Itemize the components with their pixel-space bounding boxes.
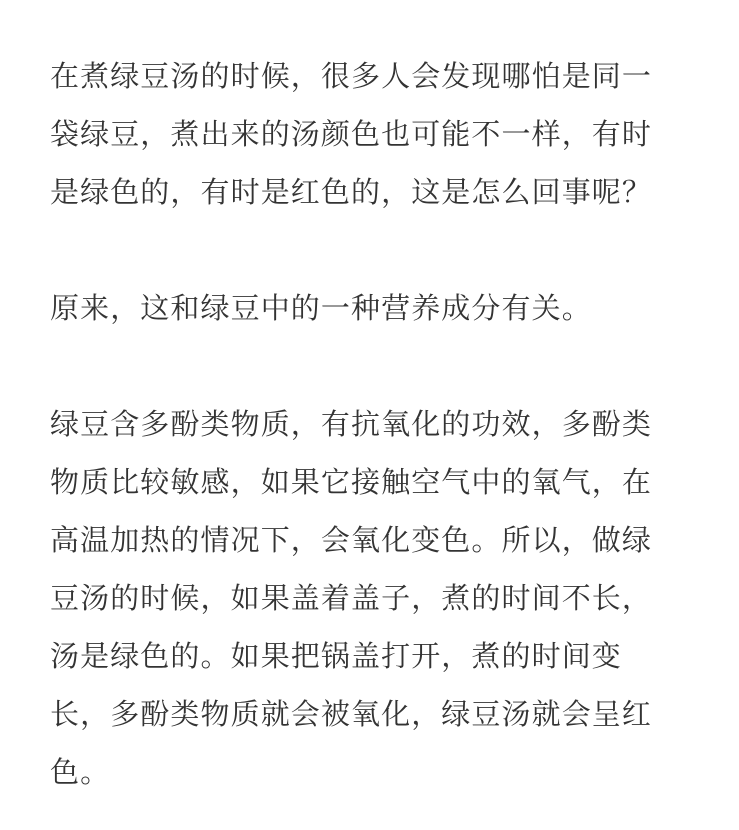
text-line: 汤是绿色的。如果把锅盖打开，煮的时间变 [50, 639, 622, 673]
text-line: 原来，这和绿豆中的一种营养成分有关。 [50, 291, 592, 325]
text-line: 在煮绿豆汤的时候，很多人会发现哪怕是同一 [50, 59, 653, 93]
text-line: 色。 [50, 755, 111, 789]
text-line: 袋绿豆，煮出来的汤颜色也可能不一样，有时 [50, 117, 653, 151]
paragraph-3 [50, 395, 710, 801]
text-line: 绿豆含多酚类物质，有抗氧化的功效，多酚类 [50, 407, 653, 441]
text-line: 豆汤的时候，如果盖着盖子，煮的时间不长， [50, 581, 653, 615]
paragraph-1 [50, 47, 710, 221]
text-line: 物质比较敏感，如果它接触空气中的氧气，在 [50, 465, 653, 499]
text-line: 长，多酚类物质就会被氧化，绿豆汤就会呈红 [50, 697, 653, 731]
paragraph-2 [50, 279, 710, 337]
text-line: 是绿色的，有时是红色的，这是怎么回事呢？ [50, 175, 653, 209]
text-line: 高温加热的情况下，会氧化变色。所以，做绿 [50, 523, 653, 557]
article-body [50, 47, 710, 801]
